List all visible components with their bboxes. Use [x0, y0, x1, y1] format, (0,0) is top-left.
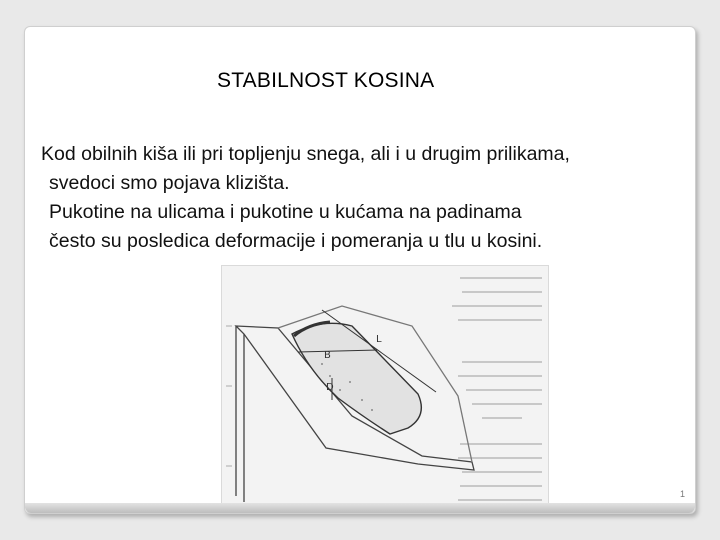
slide	[24, 26, 696, 514]
body-line-2: svedoci smo pojava klizišta.	[49, 172, 290, 194]
landslide-figure	[221, 265, 549, 509]
body-line-3: Pukotine na ulicama i pukotine u kućama na padinama	[49, 201, 522, 223]
slide-body	[41, 140, 570, 256]
scanned-margin-marks	[226, 326, 232, 466]
depth-label: D	[326, 382, 334, 393]
landslide-diagram	[222, 266, 548, 508]
slide-title: STABILNOST KOSINA	[217, 69, 435, 92]
scanned-text-lines	[452, 278, 542, 500]
body-line-1: Kod obilnih kiša ili pri topljenju snega, ali i u drugim prilikama,	[41, 143, 570, 165]
landslide-mass	[292, 323, 421, 434]
length-label: L	[376, 334, 382, 345]
body-line-4: često su posledica deformacije i pomeranja u tlu u kosini.	[49, 230, 543, 252]
page-number: 1	[679, 489, 685, 499]
width-label: B	[324, 350, 331, 361]
